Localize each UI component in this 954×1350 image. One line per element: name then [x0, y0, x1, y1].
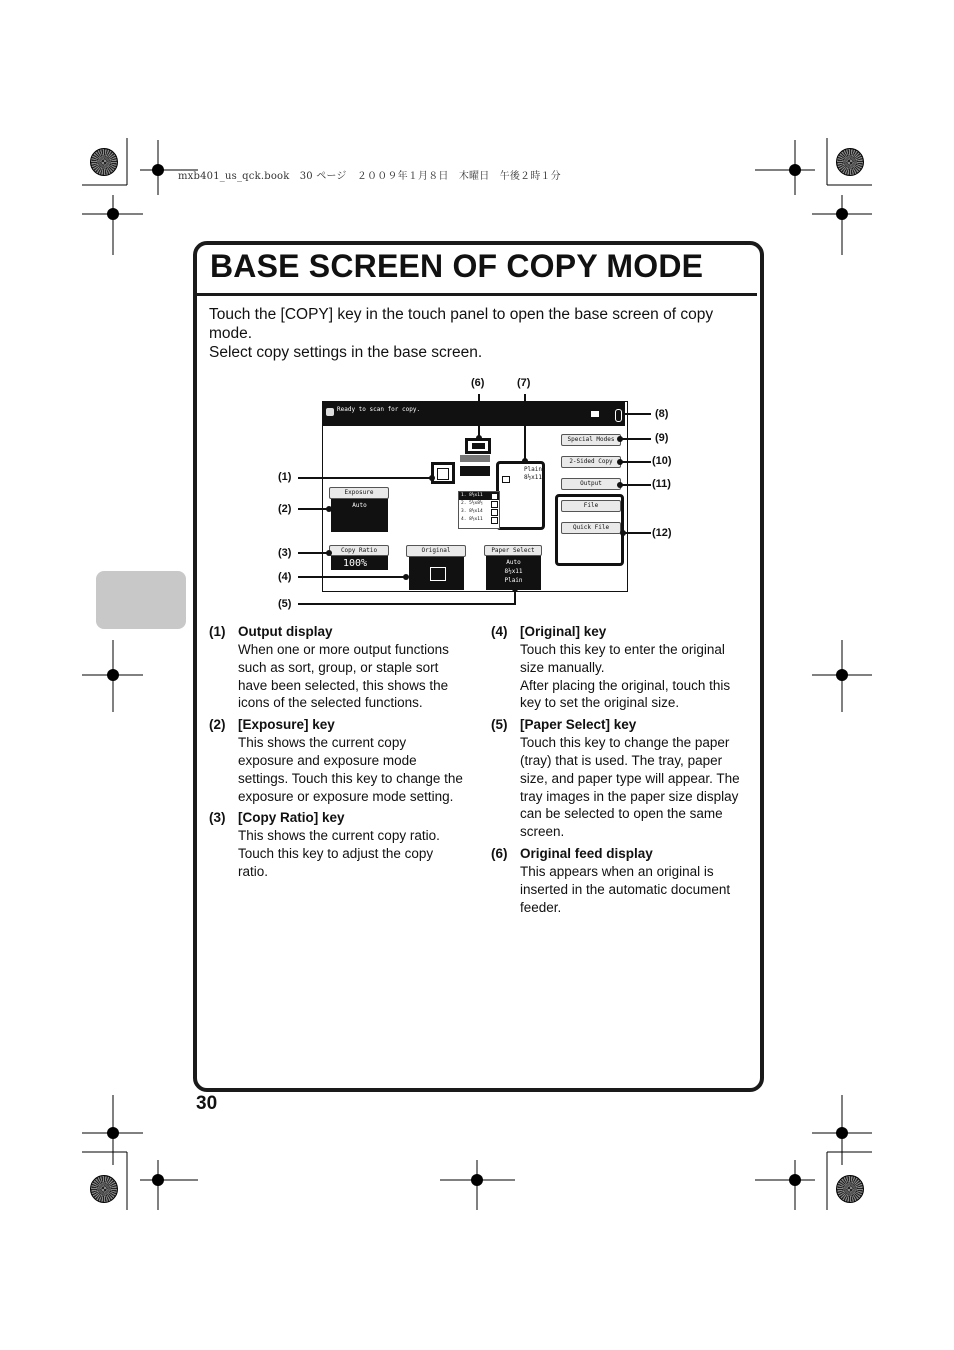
description-item — [209, 716, 464, 805]
original-key[interactable]: Original — [406, 545, 466, 557]
item-title: [Exposure] key — [238, 717, 335, 733]
message-bar — [322, 402, 625, 426]
tray-list[interactable] — [458, 491, 500, 529]
item-text: This shows the current copy ratio. Touch this key to adjust the copy ratio. — [238, 828, 440, 879]
tray-row[interactable] — [459, 508, 499, 516]
item-text: When one or more output functions such as sort, group, or staple sort have been selected, this shows the icons of the selected functions. — [238, 642, 449, 711]
item-title: [Paper Select] key — [520, 717, 637, 733]
job-status-display[interactable] — [583, 404, 624, 423]
tray-icon — [491, 501, 498, 508]
callout-line-9 — [621, 438, 651, 440]
tray-icon — [491, 517, 498, 524]
intro-line-2: Select copy settings in the base screen. — [209, 344, 483, 361]
quick-file-key[interactable]: Quick File — [561, 522, 621, 534]
callout-dot — [476, 435, 482, 441]
item-title: Original feed display — [520, 845, 653, 861]
callout-line-11 — [621, 484, 651, 486]
description-item — [209, 809, 464, 880]
callout-label-3: (3) — [278, 547, 292, 559]
tray-status-bar — [460, 466, 490, 476]
tray-status-bar-gray — [460, 455, 490, 462]
title-rule — [197, 293, 757, 296]
item-text: Touch this key to enter the original size manually. — [520, 642, 725, 675]
tray-row[interactable] — [459, 500, 499, 508]
callout-dot — [326, 506, 332, 512]
item-text: Touch this key to change the paper (tray) that is used. The tray, paper size, and paper type will appear. The tray images in the paper size display can be selected to open the same screen. — [520, 735, 740, 840]
callout-line-7 — [524, 394, 526, 463]
callout-label-6: (6) — [471, 377, 485, 389]
exposure-key[interactable]: Exposure — [329, 487, 389, 499]
tray-label: 4. 8½x11 — [461, 517, 483, 522]
callout-label-11: (11) — [652, 478, 671, 490]
item-number: (3) — [209, 810, 226, 826]
item-title: [Original] key — [520, 624, 607, 639]
copy-ratio-value: 100% — [333, 558, 373, 569]
tray-label: 2. 5½x8½ — [461, 501, 483, 506]
callout-label-5: (5) — [278, 598, 292, 610]
callout-label-7: (7) — [517, 377, 531, 389]
original-size-icon — [430, 567, 446, 581]
item-text: After placing the original, touch this key to set the original size. — [520, 677, 731, 711]
tray-icon — [491, 493, 498, 500]
callout-dot — [326, 550, 332, 556]
callout-dot — [522, 458, 528, 464]
output-key[interactable]: Output — [561, 478, 621, 490]
callout-line-1 — [298, 477, 432, 479]
callout-label-2: (2) — [278, 503, 292, 515]
callout-dot — [512, 586, 518, 592]
item-text: This shows the current copy exposure and exposure mode settings. Touch this key to change the exposure or exposure mode setting. — [238, 735, 463, 804]
item-number: (6) — [491, 845, 508, 861]
item-title: [Copy Ratio] key — [238, 810, 345, 826]
page-title: BASE SCREEN OF COPY MODE — [210, 248, 704, 284]
callout-dot — [429, 475, 435, 481]
callout-dot — [617, 459, 623, 465]
item-number: (2) — [209, 717, 226, 733]
paper-size: 8½x11 — [523, 474, 542, 481]
copy-mode-icon — [326, 408, 334, 416]
printer-icon — [591, 411, 599, 417]
callout-label-1: (1) — [278, 471, 292, 483]
callout-line-5 — [298, 603, 515, 605]
chapter-tab — [96, 571, 186, 629]
description-item — [209, 623, 464, 712]
intro-text — [209, 305, 744, 362]
callout-line-6 — [478, 394, 480, 438]
paper-select-key[interactable]: Paper Select — [484, 545, 542, 556]
paper-select-auto: Auto — [486, 559, 541, 567]
callout-label-4: (4) — [278, 571, 292, 583]
callout-line-4 — [298, 576, 407, 578]
callout-dot — [617, 436, 623, 442]
callout-dot — [403, 574, 409, 580]
paper-select-type: Plain — [486, 577, 541, 585]
intro-line-1: Touch the [COPY] key in the touch panel to open the base screen of copy mode. — [209, 306, 714, 342]
item-text: This appears when an original is inserted in the automatic document feeder. — [520, 863, 731, 915]
callout-dot — [620, 530, 626, 536]
descriptions-left — [209, 623, 464, 885]
descriptions-right — [491, 623, 746, 920]
callout-label-8: (8) — [655, 408, 669, 420]
callout-line-12 — [624, 532, 651, 534]
callout-dot — [617, 482, 623, 488]
paper-type: Plain — [523, 466, 542, 473]
sort-icon — [437, 468, 449, 480]
tray-row[interactable] — [459, 492, 499, 500]
copy-ratio-key[interactable]: Copy Ratio — [329, 545, 389, 556]
exposure-panel[interactable] — [331, 494, 388, 532]
message-text: Ready to scan for copy. — [337, 406, 421, 413]
description-item — [491, 845, 746, 916]
print-header: mxb401_us_qck.book 30 ページ ２００９年１月８日 木曜日 午後２時１分 — [178, 171, 561, 182]
file-key[interactable]: File — [561, 500, 621, 512]
description-item — [491, 716, 746, 841]
item-number: (4) — [491, 624, 508, 639]
exposure-value: Auto — [331, 502, 388, 510]
description-item — [491, 623, 746, 712]
item-number: (1) — [209, 624, 226, 639]
tray-icon — [491, 509, 498, 516]
tray-label: 3. 8½x14 — [461, 509, 483, 514]
tray-label: 1. 8½x11 — [461, 493, 483, 498]
tray-row[interactable] — [459, 516, 499, 524]
callout-label-12: (12) — [652, 527, 672, 539]
paper-select-size: 8½x11 — [486, 568, 541, 576]
item-title: Output display — [238, 624, 333, 639]
tray-icon — [502, 476, 510, 483]
special-modes-key[interactable]: Special Modes — [561, 434, 621, 446]
callout-line-10 — [621, 461, 651, 463]
two-sided-copy-key[interactable]: 2-Sided Copy — [561, 456, 621, 468]
item-number: (5) — [491, 717, 508, 733]
original-feed-icon — [472, 443, 485, 449]
callout-line-8 — [624, 413, 651, 415]
callout-label-9: (9) — [655, 432, 669, 444]
page-number: 30 — [196, 1093, 218, 1114]
callout-label-10: (10) — [652, 455, 672, 467]
toner-icon — [615, 409, 622, 422]
